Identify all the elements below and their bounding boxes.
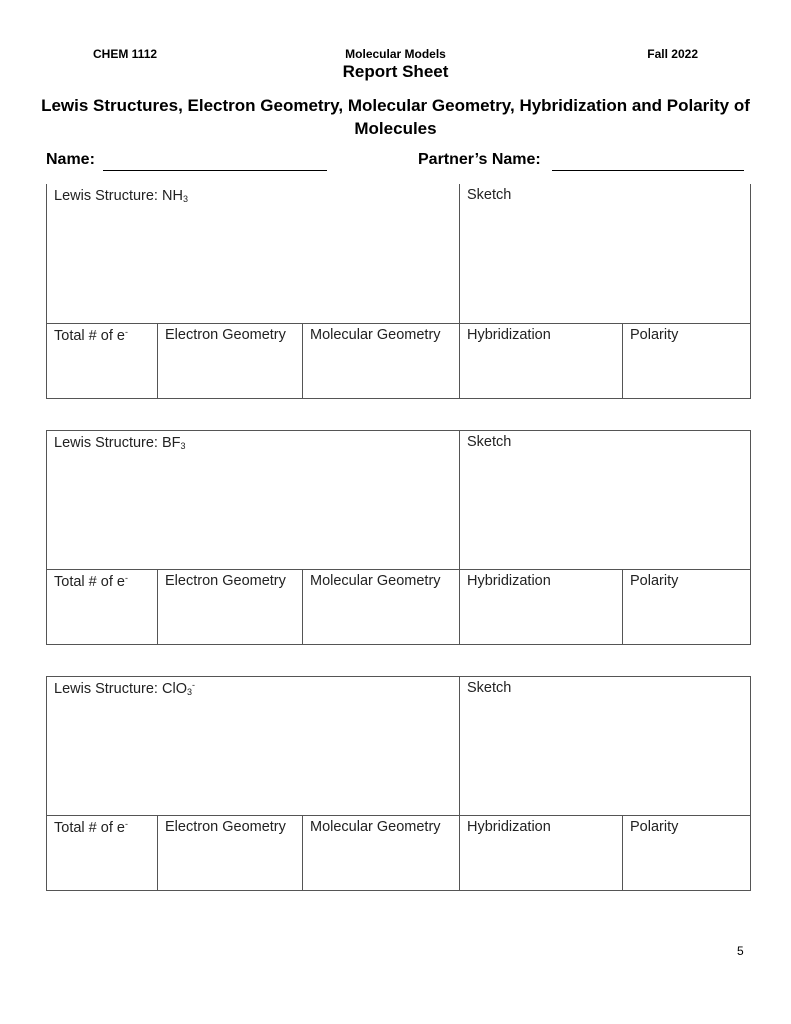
- electron-geometry-cell[interactable]: [157, 323, 303, 399]
- lewis-structure-cell[interactable]: [46, 184, 460, 324]
- molecule-box-nh3: [46, 184, 751, 399]
- lewis-structure-cell[interactable]: [46, 430, 460, 570]
- page-number: 5: [737, 944, 744, 958]
- total-electrons-label: Total # of e: [54, 820, 125, 836]
- molecular-geometry-cell[interactable]: [302, 323, 460, 399]
- molecule-subscript: 3: [186, 687, 192, 697]
- molecular-geometry-cell[interactable]: [302, 815, 460, 891]
- hybridization-label: Hybridization: [467, 819, 551, 835]
- polarity-cell[interactable]: [622, 323, 751, 399]
- electron-geometry-cell[interactable]: [157, 569, 303, 645]
- molecule-charge: -: [192, 680, 195, 690]
- total-electrons-cell[interactable]: [46, 815, 158, 891]
- hybridization-cell[interactable]: [459, 815, 623, 891]
- molecular-geometry-cell[interactable]: [302, 569, 460, 645]
- molecular-geometry-label: Molecular Geometry: [310, 327, 441, 343]
- sketch-label: Sketch: [467, 187, 512, 203]
- lewis-structure-label: Lewis Structure:: [54, 435, 162, 451]
- molecule-subscript: 3: [180, 441, 186, 451]
- molecule-box-clo3: [46, 676, 751, 891]
- electron-geometry-cell[interactable]: [157, 815, 303, 891]
- name-label: Name:: [46, 151, 95, 168]
- polarity-label: Polarity: [630, 819, 679, 835]
- hybridization-label: Hybridization: [467, 573, 551, 589]
- sketch-label: Sketch: [467, 680, 512, 696]
- electron-geometry-label: Electron Geometry: [165, 327, 286, 343]
- molecule-subscript: 3: [182, 194, 188, 204]
- molecule-formula: NH: [162, 188, 183, 204]
- electron-superscript: -: [124, 573, 128, 583]
- total-electrons-cell[interactable]: [46, 323, 158, 399]
- molecule-formula: BF: [162, 435, 181, 451]
- lewis-structure-label: Lewis Structure:: [54, 681, 162, 697]
- electron-geometry-label: Electron Geometry: [165, 573, 286, 589]
- sketch-label: Sketch: [467, 434, 512, 450]
- name-row: [46, 151, 751, 175]
- lab-name: Molecular Models: [345, 47, 446, 61]
- total-electrons-label: Total # of e: [54, 328, 125, 344]
- lewis-structure-cell[interactable]: [46, 676, 460, 816]
- molecular-geometry-label: Molecular Geometry: [310, 819, 441, 835]
- polarity-cell[interactable]: [622, 815, 751, 891]
- electron-superscript: -: [124, 819, 128, 829]
- partner-name-field[interactable]: [552, 170, 744, 171]
- polarity-cell[interactable]: [622, 569, 751, 645]
- hybridization-label: Hybridization: [467, 327, 551, 343]
- partner-name-label: Partner’s Name:: [418, 151, 541, 168]
- molecular-geometry-label: Molecular Geometry: [310, 573, 441, 589]
- sketch-cell[interactable]: [459, 676, 751, 816]
- course-code: CHEM 1112: [93, 47, 158, 61]
- polarity-label: Polarity: [630, 573, 679, 589]
- polarity-label: Polarity: [630, 327, 679, 343]
- hybridization-cell[interactable]: [459, 323, 623, 399]
- report-sheet-heading: Report Sheet: [342, 62, 449, 81]
- total-electrons-label: Total # of e: [54, 574, 125, 590]
- term: Fall 2022: [647, 47, 698, 61]
- total-electrons-cell[interactable]: [46, 569, 158, 645]
- page-title: Lewis Structures, Electron Geometry, Molecular Geometry, Hybridization and Polarity of Molecules: [41, 96, 750, 138]
- sketch-cell[interactable]: [459, 430, 751, 570]
- sketch-cell[interactable]: [459, 184, 751, 324]
- molecule-formula: ClO: [162, 681, 187, 697]
- name-field[interactable]: [103, 170, 327, 171]
- lewis-structure-label: Lewis Structure:: [54, 188, 162, 204]
- electron-geometry-label: Electron Geometry: [165, 819, 286, 835]
- electron-superscript: -: [124, 327, 128, 337]
- molecule-box-bf3: [46, 430, 751, 645]
- hybridization-cell[interactable]: [459, 569, 623, 645]
